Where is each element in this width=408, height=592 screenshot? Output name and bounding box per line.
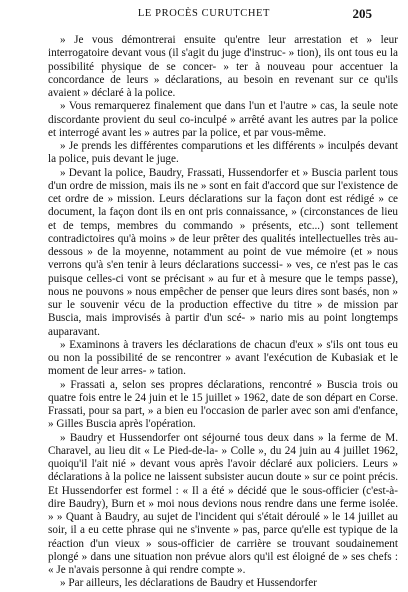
paragraph: » Vous remarquerez finalement que dans l'un et l'autre » cas, la seule note discordante provient du seul co-inculpé » arrêté avant les autres par la police et interrogé avant les » autres par la police, et par vous-même.: [48, 100, 398, 139]
page-number: 205: [352, 6, 372, 21]
paragraph: » Je prends les différentes comparutions et les différents » inculpés devant la police, puis devant le juge.: [48, 140, 398, 166]
body-text: [48, 34, 398, 591]
paragraph: » Je vous démontrerai ensuite qu'entre leur arrestation et » leur interrogatoire devant vous (il s'agit du juge d'instruc- » tion), ils ont tous eu la possibilité physique de se concer- » ter à nouveau pour accentuer la concordance de leurs » déclarations, au besoin en revenant sur ce qu'ils avaient » déclaré à la police.: [48, 34, 398, 99]
paragraph: » Baudry et Hussendorfer ont séjourné tous deux dans » la ferme de M. Charavel, au lieu dit « Le Pied-de-la- » Colle », du 24 juin au 4 juillet 1962, quoiqu'il l'ait nié » devant vous après l'avoir déclaré aux policiers. Leurs » déclarations à la police ne laissent subsister aucun doute » sur ce point précis. Et Hussendorfer est formel : « Il a été » décidé que le sous-officier (c'est-à-dire Baudry), Burn et » moi nous devions nous rendre dans une ferme isolée. » » Quant à Baudry, au sujet de l'incident qui s'était déroulé » le 14 juillet au soir, il a eu cette phrase qui ne s'invente » pas, parce qu'elle est typique de la réaction d'un vieux » sous-officier de carrière se trouvant soudainement plongé » dans une situation non prévue alors qu'il est éloigné de » ses chefs : « Je n'avais personne à qui rendre compte ».: [48, 431, 398, 576]
running-title: LE PROCÈS CURUTCHET: [137, 8, 271, 19]
paragraph: » Par ailleurs, les déclarations de Baudry et Hussendorfer: [60, 577, 317, 590]
paragraph: » Devant la police, Baudry, Frassati, Hussendorfer et » Buscia parlent tous d'un ordre de mission, mais ils ne » sont en fait d'accord que sur l'existence de cet ordre de » mission. Leurs déclarations sur la façon dont est rédigé » ce document, la façon dont ils en ont pris connaissance, » (circonstances de lieu et de temps, membres du commando » présents, etc...) sont tellement contradictoires qu'à moins » de leur prêter des qualités intellectuelles très au-dessous » de la moyenne, notamment au point de vue mémoire (et » nous verrons qu'à s'en tenir à leurs déclarations successi- » ves, ce n'est pas le cas puisque celles-ci vont se précisant » au fur et à mesure que le temps passe), nous ne pouvons » nous empêcher de penser que leurs dires sont basés, non » sur le souvenir vécu de la production effective du titre » de mission par Buscia, mais improvisés à partir d'un scé- » nario mis au point longtemps auparavant.: [48, 166, 398, 338]
paragraph: » Frassati a, selon ses propres déclarations, rencontré » Buscia trois ou quatre fois entre le 24 juin et le 15 juillet » 1962, date de son départ en Corse. Frassati, pour sa part, » a bien eu l'occasion de parler avec son ami d'enfance, » Gilles Buscia après l'opération.: [48, 378, 398, 431]
running-head: [0, 8, 408, 24]
paragraph: » Examinons à travers les déclarations de chacun d'eux » s'ils ont tous eu ou non la possibilité de se rencontrer » avant l'exécution de Kubasiak et le moment de leur arres- » tation.: [48, 338, 398, 378]
